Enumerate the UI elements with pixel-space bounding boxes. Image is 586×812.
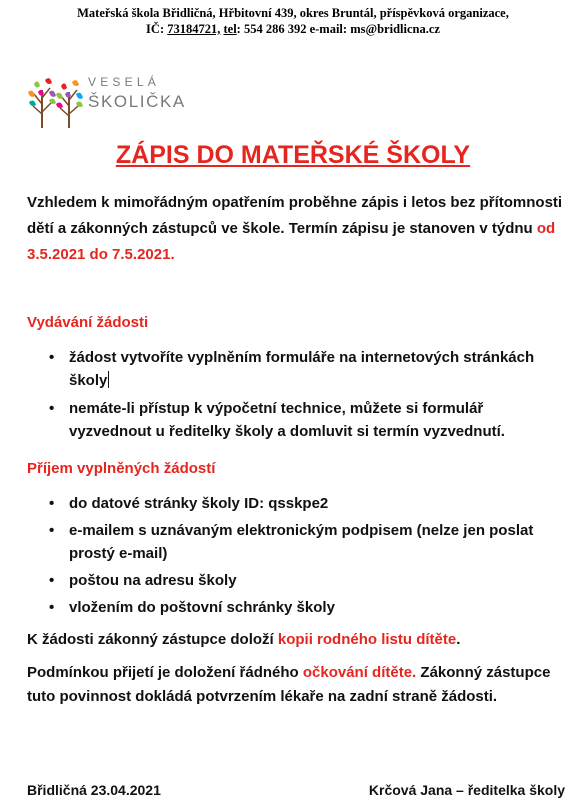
trees-logo-icon — [27, 70, 87, 130]
note-text-end: . — [456, 631, 461, 648]
list-item-text: žádost vytvoříte vyplněním formuláře na internetových stránkách školy — [69, 349, 535, 389]
note-text: Podmínkou přijetí je doložení řádného — [27, 664, 303, 681]
intro-text: Vzhledem k mimořádným opatřením proběhne zápis i letos bez přítomnosti dětí a zákonných zástupců ve škole. Termín zápisu je stanoven v týdnu — [27, 194, 563, 237]
letterhead-line2 — [0, 22, 586, 37]
note-text-end: Zákonný zástupce tuto povinnost dokládá potvrzením lékaře na zadní straně žádosti. — [27, 664, 551, 705]
place-date: Břidličná 23.04.2021 — [27, 782, 161, 798]
bullet-icon: • — [49, 599, 55, 616]
note-highlight: kopii rodného listu dítěte — [277, 631, 457, 648]
list-item: do datové stránky školy ID: qsskpe2 — [69, 495, 329, 512]
tel-label: tel — [223, 22, 237, 36]
list-item — [69, 346, 569, 392]
intro-dates: od 3.5.2021 do 7.5.2021. — [27, 220, 556, 263]
logo-text-vesela: VESELÁ — [88, 75, 160, 89]
page-title: ZÁPIS DO MATEŘSKÉ ŠKOLY — [115, 141, 471, 169]
text-cursor — [108, 371, 109, 388]
note-text: K žádosti zákonný zástupce doloží — [27, 631, 278, 648]
tel-email: : 554 286 392 e-mail: ms@bridlicna.cz — [236, 22, 440, 36]
intro-paragraph — [27, 190, 567, 268]
bullet-icon: • — [49, 495, 55, 512]
list-item: vložením do poštovní schránky školy — [69, 599, 335, 616]
vaccination-note — [27, 661, 567, 709]
letterhead-line1: Mateřská škola Břidličná, Hřbitovní 439, okres Bruntál, příspěvková organizace, — [77, 6, 509, 20]
bullet-icon: • — [49, 572, 55, 589]
section-heading-receiving: Příjem vyplněných žádostí — [27, 460, 216, 477]
school-logo — [27, 70, 186, 130]
logo-text-skolicka: ŠKOLIČKA — [88, 92, 186, 111]
bullet-icon: • — [49, 522, 55, 539]
note-highlight: očkování dítěte. — [302, 664, 417, 681]
ic-label: IČ: — [146, 22, 168, 36]
birth-certificate-note — [27, 627, 567, 653]
ic-value: 73184721, — [167, 22, 221, 36]
bullet-icon: • — [49, 400, 55, 417]
bullet-icon: • — [49, 349, 55, 366]
signature: Krčová Jana – ředitelka školy — [368, 782, 565, 798]
list-item: e-mailem s uznávaným elektronickým podpisem (nelze jen poslat prostý e-mail) — [69, 522, 534, 562]
list-item: poštou na adresu školy — [69, 572, 237, 589]
section-heading-issuing: Vydávání žádosti — [27, 314, 149, 331]
list-item: nemáte-li přístup k výpočetní technice, můžete si formulář vyzvednout u ředitelky školy a domluvit si termín vyzvednutí. — [69, 400, 505, 440]
